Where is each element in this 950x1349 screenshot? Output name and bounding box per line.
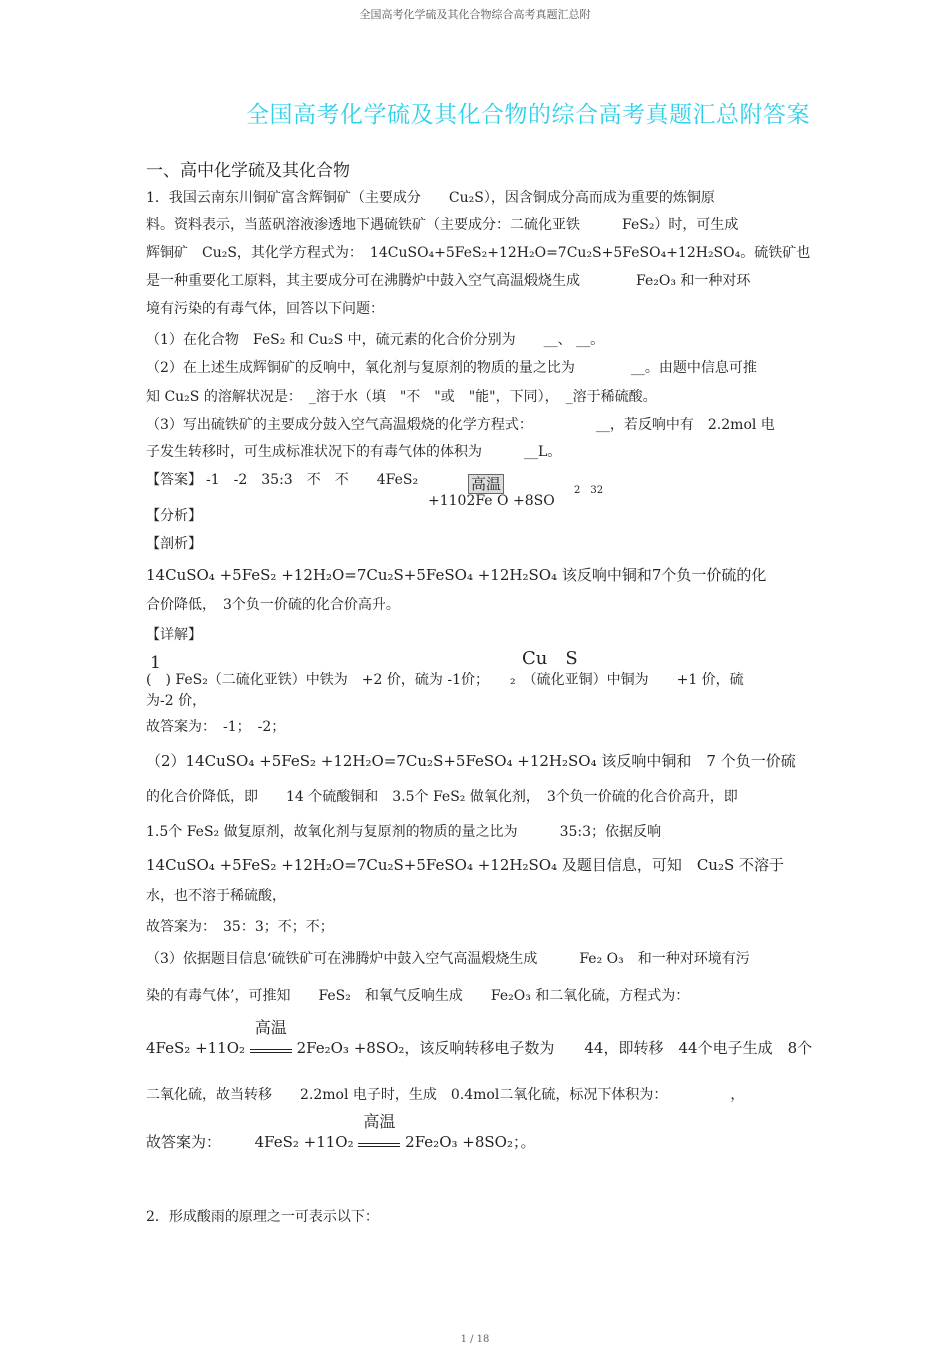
high-temp-condition-1 [250,1018,292,1053]
q1-line-4: 是一种重要化工原料，其主要成分可在沸腾炉中鼓入空气高温煅烧生成 Fe₂O₃ 和一种对环 [146,273,751,289]
q1-part-2a: （2）在上述生成辉铜矿的反响中，氧化剂与复原剂的物质的量之比为 __。由题中信息可推 [146,360,757,376]
detail-answer-3 [146,1112,536,1151]
q1-line-3: 辉铜矿 Cu₂S，其化学方程式为： 14CuSO₄+5FeS₂+12H₂O=7Cu₂S+5FeSO₄+12H₂SO₄。硫铁矿也 [146,245,811,261]
page-header: 全国高考化学硫及其化合物综合高考真题汇总附 [359,8,591,21]
q1-line-1: 1．我国云南东川铜矿富含辉铜矿（主要成分 Cu₂S），因含铜成分高而成为重要的炼铜原 [146,190,715,206]
detail-line-2: 为-2 价， [146,693,207,709]
detail-answer-1: 故答案为： -1； -2； [146,719,286,735]
high-temp-condition-2 [358,1112,400,1147]
section-heading: 一、高中化学硫及其化合物 [146,161,350,181]
detail-p2-line-3: 1.5个 FeS₂ 做复原剂，故氧化剂与复原剂的物质的量之比为 35:3；依据反响 [146,824,662,840]
q1-part-3a: （3）写出硫铁矿的主要成分鼓入空气高温煅烧的化学方程式： __，若反响中有 2.2mol 电 [146,417,775,433]
detail-line-1: ( ) FeS₂（二硫化亚铁）中铁为 +2 价，硫为 -1价； ₂ （硫化亚铜）中铜为 +1 价，硫 [146,672,744,688]
answer-subscripts: 2 32 [574,485,604,496]
q1-part-2b: 知 Cu₂S 的溶解状况是： _溶于水（填 "不 "或 "能"，下同）， _溶于稀硫酸。 [146,389,657,405]
detail-p3-line-1: （3）依据题目信息‘硫铁矿可在沸腾炉中鼓入空气高温煅烧生成 Fe₂ O₃ 和一种对环境有污 [146,951,750,967]
detail-p3-line-2: 染的有毒气体’，可推知 FeS₂ 和氧气反响生成 Fe₂O₃ 和二氧化硫，方程式为： [146,988,690,1004]
q1-part-3b: 子发生转移时，可生成标准状况下的有毒气体的体积为 __L。 [146,444,562,460]
detail-p2-line-4: 14CuSO₄ +5FeS₂ +12H₂O=7Cu₂S+5FeSO₄ +12H₂SO₄ 及题目信息，可知 Cu₂S 不溶于 [146,856,785,874]
jiexi-line-1: 14CuSO₄ +5FeS₂ +12H₂O=7Cu₂S+5FeSO₄ +12H₂SO₄ 该反响中铜和7个负一价硫的化 [146,566,767,584]
answer-3-right: 2Fe₂O₃ +8SO₂；。 [405,1133,536,1151]
document-title: 全国高考化学硫及其化合物的综合高考真题汇总附答案 [246,102,810,128]
answer-values: -1 -2 35:3 不 不 4FeS₂ [206,472,419,488]
high-temp-label-2: 高温 [363,1112,396,1131]
high-temp-stamp: 高温 [468,474,504,494]
answer-3-left: 4FeS₂ +11O₂ [254,1133,354,1151]
q1-line-2: 料。资料表示，当蓝矾溶液渗透地下遇硫铁矿（主要成分：二硫化亚铁 FeS₂）时，可生成 [146,217,739,233]
detail-p2-line-2: 的化合价降低，即 14 个硫酸铜和 3.5个 FeS₂ 做氧化剂， 3个负一价硫的化合价高升，即 [146,789,738,805]
answer-3-label: 故答案为： [146,1133,222,1151]
answer-label: 【答案】 [146,472,202,488]
reaction-1-right: 2Fe₂O₃ +8SO₂，该反响转移电子数为 44，即转移 44个电子生成 8个 [296,1039,813,1057]
high-temp-label-1: 高温 [254,1018,287,1037]
q1-part-1: （1）在化合物 FeS₂ 和 Cu₂S 中，硫元素的化合价分别为 __、 __。 [146,332,605,348]
detail-label: 【详解】 [146,627,202,643]
detail-p2-line-5: 水，也不溶于稀硫酸， [146,888,286,904]
detail-p3-line-3: 二氧化硫，故当转移 2.2mol 电子时，生成 0.4mol二氧化硫，标况下体积为： ， [146,1087,745,1103]
q1-line-5: 境有污染的有毒气体，回答以下问题： [146,301,384,317]
question-2: 2．形成酸雨的原理之一可表示以下： [146,1209,379,1225]
jiexi-label: 【剖析】 [146,536,202,552]
analysis-label: 【分析】 [146,508,202,524]
detail-answer-2: 故答案为： 35：3；不；不； [146,919,334,935]
reaction-1-left: 4FeS₂ +11O₂ [146,1039,246,1057]
double-line-arrow-2 [358,1143,400,1147]
detail-p2-line-1: （2）14CuSO₄ +5FeS₂ +12H₂O=7Cu₂S+5FeSO₄ +12H₂SO₄ 该反响中铜和 7 个负一价硫 [146,752,796,770]
detail-number: 1 [150,653,161,673]
answer-stamp [468,474,504,494]
detail-cus: Cu S [522,648,578,669]
page-number: 1 / 18 [460,1334,490,1345]
jiexi-line-2: 合价降低， 3个负一价硫的化合价高升。 [146,597,400,613]
answer-equation: +1102Fe O +8SO [428,493,555,509]
reaction-equation-1 [146,1018,813,1057]
double-line-arrow-1 [250,1049,292,1053]
